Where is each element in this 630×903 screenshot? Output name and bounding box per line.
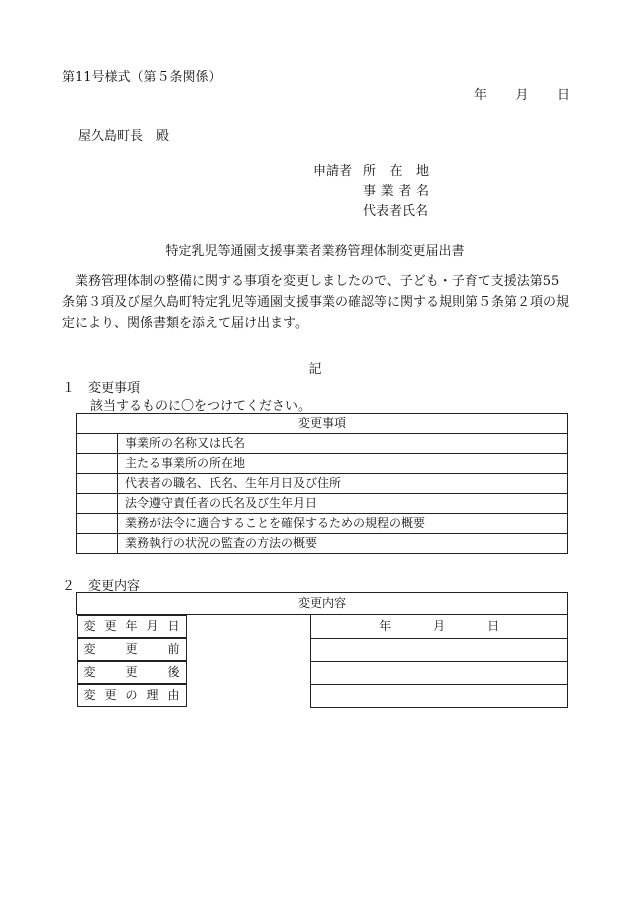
table-row (77, 661, 568, 684)
table-row (77, 638, 568, 661)
section2-heading: ２ 変更内容 (62, 579, 141, 594)
change-item: 事業所の名称又は氏名 (118, 434, 568, 454)
change-reason-field[interactable] (311, 684, 568, 707)
check-cell[interactable] (77, 434, 118, 454)
date-line (474, 84, 570, 103)
change-details-table (76, 592, 568, 708)
change-date-field[interactable] (311, 615, 568, 639)
table-row (77, 434, 568, 454)
section1-note: 該当するものに〇をつけてください。 (90, 399, 312, 414)
check-cell[interactable] (77, 474, 118, 494)
year-label: 年 (379, 618, 392, 633)
change-item: 主たる事業所の所在地 (118, 454, 568, 474)
after-change-field[interactable] (311, 661, 568, 684)
day-label: 日 (487, 618, 500, 633)
applicant-representative-label: 代表者氏名 (363, 204, 429, 219)
body-text: 業務管理体制の整備に関する事項を変更しましたので、子ども・子育て支援法第55条第３項及び屋久島町特定乳児等通園支援事業の確認等に関する規則第５条第２項の規定により、関係書類を添えて届け出ます。 (62, 274, 570, 331)
ki-heading: 記 (308, 362, 322, 377)
table-row (77, 684, 568, 707)
table-row (77, 534, 568, 554)
check-cell[interactable] (77, 454, 118, 474)
applicant-label: 申請者 (313, 164, 353, 179)
table-row (77, 615, 568, 639)
change-item: 代表者の職名、氏名、生年月日及び住所 (118, 474, 568, 494)
applicant-business-name-label: 事 業 者 名 (363, 184, 429, 199)
month-label: 月 (515, 88, 529, 103)
section1-heading: １ 変更事項 (62, 381, 141, 396)
check-cell[interactable] (77, 494, 118, 514)
change-details-header: 変更内容 (77, 593, 568, 615)
before-change-label: 変 更 前 (77, 638, 187, 661)
year-label: 年 (474, 88, 488, 103)
change-items-table (76, 413, 568, 554)
addressee: 屋久島町長 殿 (78, 129, 170, 144)
month-label: 月 (433, 618, 446, 633)
document-title: 特定乳児等通園支援事業者業務管理体制変更届出書 (165, 244, 465, 259)
check-cell[interactable] (77, 534, 118, 554)
change-item: 業務執行の状況の監査の方法の概要 (118, 534, 568, 554)
change-item: 業務が法令に適合することを確保するための規程の概要 (118, 514, 568, 534)
after-change-label: 変 更 後 (77, 661, 187, 684)
table-row (77, 514, 568, 534)
table-row (77, 474, 568, 494)
table-row (77, 454, 568, 474)
applicant-address-label: 所 在 地 (363, 164, 429, 179)
change-items-header: 変更事項 (77, 414, 568, 434)
day-label: 日 (556, 88, 570, 103)
table-row (77, 494, 568, 514)
form-number: 第11号様式（第５条関係） (62, 70, 222, 85)
before-change-field[interactable] (311, 638, 568, 661)
change-date-label: 変 更 年 月 日 (77, 615, 187, 638)
applicant-block (313, 162, 435, 222)
change-reason-label: 変 更 の 理 由 (77, 684, 187, 707)
check-cell[interactable] (77, 514, 118, 534)
change-item: 法令遵守責任者の氏名及び生年月日 (118, 494, 568, 514)
